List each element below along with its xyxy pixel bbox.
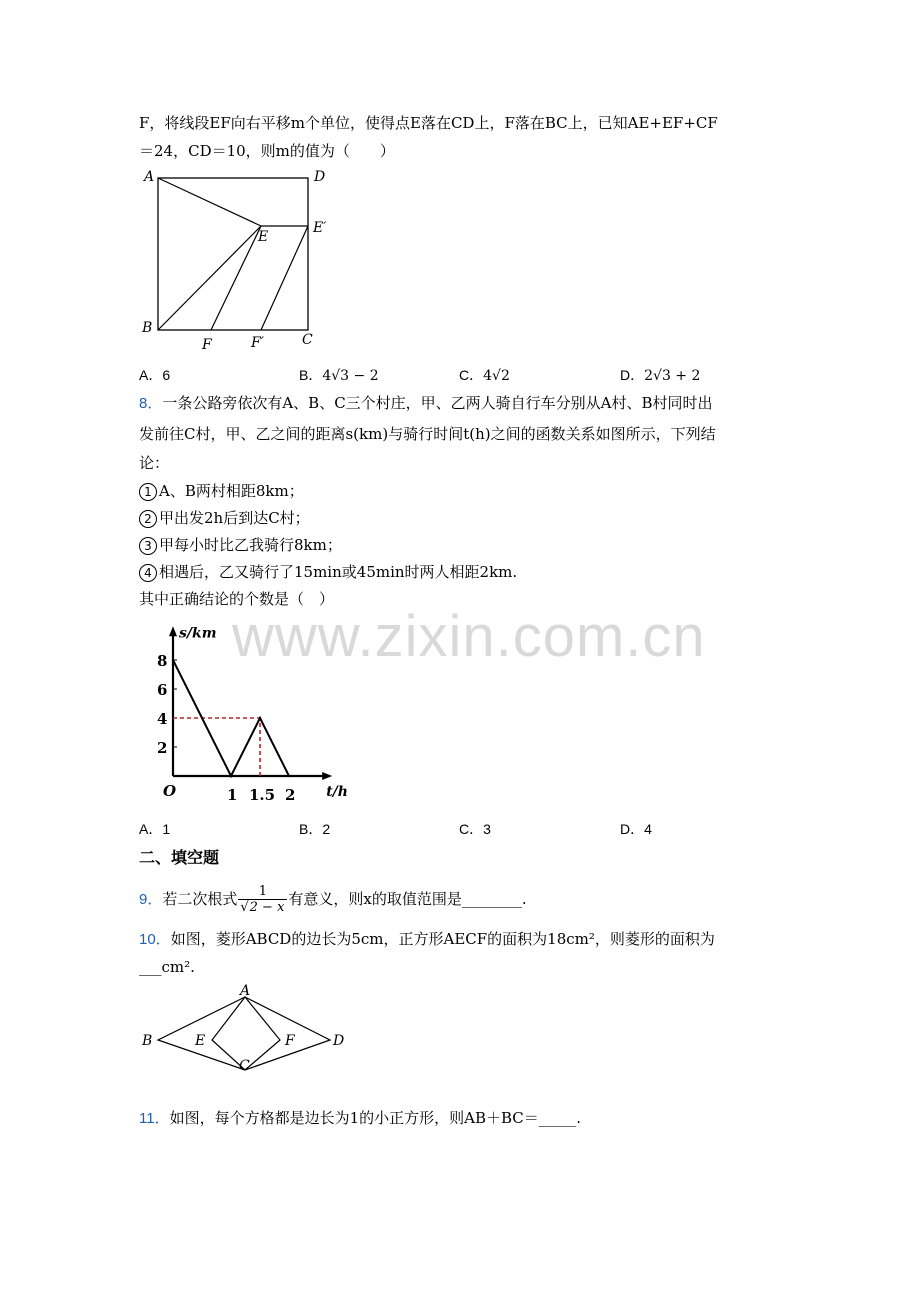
y-axis-label: s/km bbox=[179, 625, 217, 642]
q11-number: 11． bbox=[139, 1110, 170, 1127]
y-axis-arrow bbox=[169, 626, 177, 636]
label-b: B bbox=[142, 320, 153, 336]
watermark: www.zixin.com.cn bbox=[232, 604, 706, 669]
x-tick-label: 1.5 bbox=[249, 786, 276, 804]
q8-distance-time-chart bbox=[150, 620, 360, 805]
q9-fraction: $\frac{1}{√2 - x}$ bbox=[238, 884, 287, 916]
segment-ef bbox=[211, 226, 261, 330]
label-a: A bbox=[144, 169, 155, 185]
section-title: 二、填空题 bbox=[139, 848, 220, 867]
segment-be bbox=[158, 226, 261, 330]
q8-question: 其中正确结论的个数是（ ） bbox=[139, 590, 335, 608]
label-e-prime: E′ bbox=[313, 220, 327, 236]
x-axis-arrow bbox=[322, 772, 332, 780]
label-d: D bbox=[333, 1033, 345, 1049]
q9: 9．若二次根式 $\frac{1}{√2 - x}$ 有意义，则x的取值范围是________. bbox=[139, 884, 527, 915]
q10-rhombus-figure bbox=[138, 983, 353, 1071]
data-point bbox=[230, 775, 232, 777]
label-f: F bbox=[202, 337, 212, 353]
q8-statement-1: 1 A、B两村相距8km； bbox=[139, 480, 304, 502]
q8-statement-2: 2 甲出发2h后到达C村； bbox=[139, 507, 310, 529]
q11: 11．如图，每个方格都是边长为1的小正方形，则AB＋BC＝_____. bbox=[139, 1109, 582, 1127]
q8-option-b[interactable]: B．2 bbox=[299, 821, 331, 837]
q7-option-b[interactable]: B．4√3 − 2 bbox=[299, 367, 379, 384]
data-point bbox=[172, 659, 174, 661]
label-b: B bbox=[142, 1033, 153, 1049]
data-point bbox=[288, 775, 290, 777]
label-f: F bbox=[285, 1033, 295, 1049]
y-tick-label: 6 bbox=[157, 681, 168, 699]
q7-option-a[interactable]: A．6 bbox=[139, 367, 171, 383]
segment-ae bbox=[158, 178, 261, 226]
q7-option-d[interactable]: D．2√3 + 2 bbox=[620, 367, 701, 384]
x-tick-label: 1 bbox=[227, 786, 238, 804]
q7-option-c[interactable]: C．4√2 bbox=[459, 367, 510, 384]
data-point bbox=[259, 717, 261, 719]
x-axis-label: t/h bbox=[326, 784, 348, 800]
y-tick-label: 8 bbox=[157, 652, 168, 670]
q8-statement-4: 4 相遇后，乙又骑行了15min或45min时两人相距2km. bbox=[139, 561, 517, 583]
q10-line2: ___cm². bbox=[139, 958, 195, 976]
q8-statement-3: 3 甲每小时比乙我骑行8km； bbox=[139, 534, 342, 556]
q8-option-c[interactable]: C．3 bbox=[459, 821, 491, 837]
label-c: C bbox=[302, 332, 313, 348]
label-f-prime: F′ bbox=[251, 335, 264, 351]
q8-option-d[interactable]: D．4 bbox=[620, 821, 652, 837]
q8-option-a[interactable]: A．1 bbox=[139, 821, 171, 837]
q7-square-figure bbox=[138, 165, 338, 355]
x-tick-label: 2 bbox=[285, 786, 296, 804]
q10-number: 10． bbox=[139, 931, 171, 948]
q8-number: 8． bbox=[139, 395, 163, 412]
q8-stem-line2: 发前往C村，甲、乙之间的距离s(km)与骑行时间t(h)之间的函数关系如图所示，下列结 bbox=[139, 425, 716, 443]
y-tick-label: 2 bbox=[157, 739, 168, 757]
label-c: C bbox=[239, 1058, 250, 1071]
q10-line1: 10．如图，菱形ABCD的边长为5cm，正方形AECF的面积为18cm²，则菱形的面积为 bbox=[139, 930, 715, 948]
label-e: E bbox=[195, 1033, 206, 1049]
q7-line2: ＝24，CD＝10，则m的值为（ ） bbox=[139, 142, 395, 160]
y-tick-label: 4 bbox=[157, 710, 168, 728]
q9-number: 9． bbox=[139, 891, 163, 908]
label-a: A bbox=[240, 983, 251, 999]
q8-stem-line1: 8．一条公路旁依次有A、B、C三个村庄，甲、乙两人骑自行车分别从A村、B村同时出 bbox=[139, 394, 713, 412]
q8-stem-line3: 论： bbox=[139, 454, 170, 472]
label-d: D bbox=[314, 169, 326, 185]
q7-line1: F，将线段EF向右平移m个单位，使得点E落在CD上，F落在BC上，已知AE+EF+CF bbox=[139, 114, 718, 132]
label-e: E bbox=[258, 229, 269, 245]
origin-label: O bbox=[163, 782, 177, 800]
q10-answer-blank[interactable]: ___ bbox=[139, 958, 162, 976]
